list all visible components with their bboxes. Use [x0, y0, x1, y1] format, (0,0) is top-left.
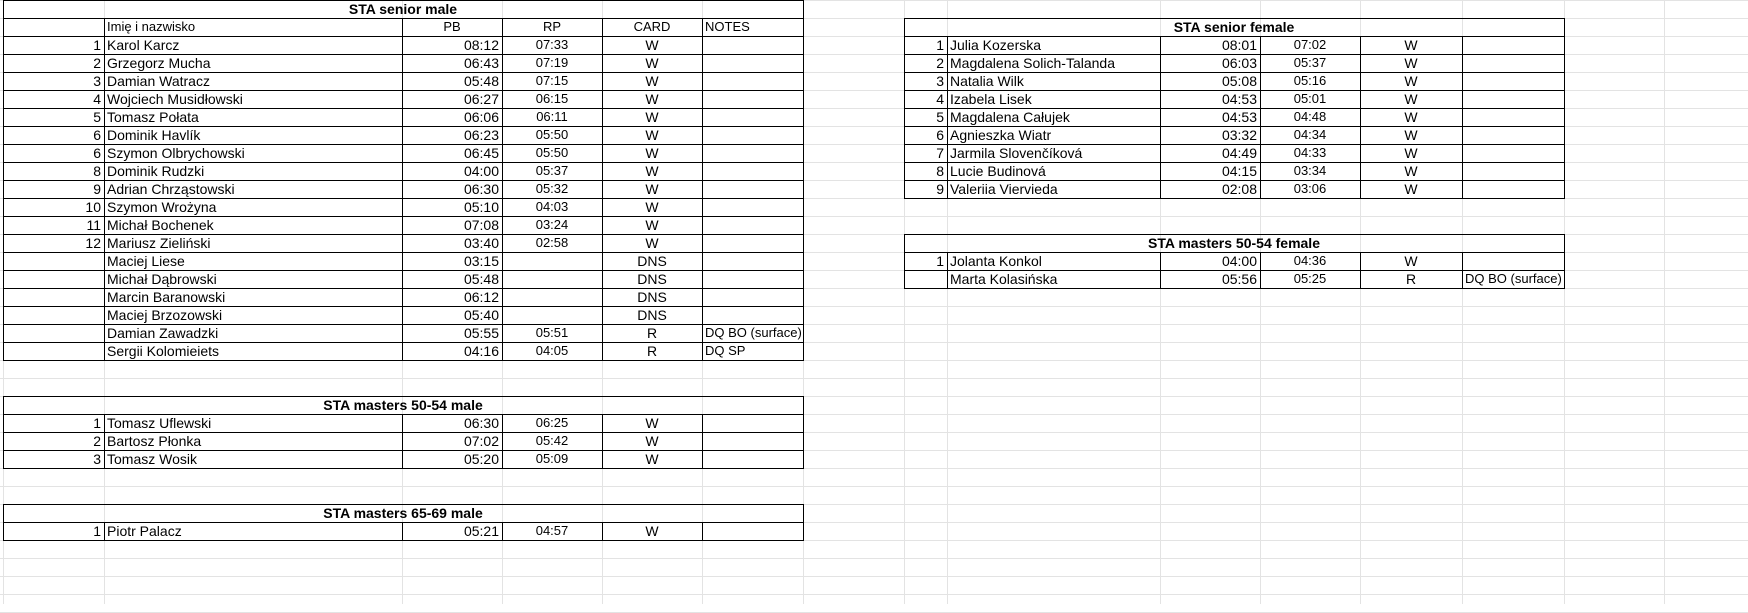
cell-border — [1462, 252, 1463, 288]
senior-male-name-cell[interactable]: Adrian Chrząstowski — [107, 181, 235, 197]
senior-male-notes-cell[interactable] — [702, 36, 803, 54]
senior-female-rp-cell[interactable]: 05:37 — [1293, 55, 1327, 70]
senior-male-pb-cell[interactable]: 06:23 — [463, 127, 499, 143]
senior-male-rp-cell[interactable]: 03:24 — [535, 217, 569, 232]
senior-male-place-cell[interactable]: 2 — [93, 55, 101, 71]
cell-border — [702, 36, 703, 360]
senior-female-notes-cell[interactable] — [1462, 180, 1564, 198]
cell-border — [502, 18, 503, 36]
senior-female-place-cell[interactable]: 5 — [936, 109, 944, 125]
senior-female-place-cell[interactable]: 4 — [936, 91, 944, 107]
senior-male-notes-cell[interactable]: DQ SP — [705, 343, 746, 358]
masters-50-54-female-card-cell[interactable]: R — [1405, 271, 1417, 287]
senior-female-name-cell[interactable]: Julia Kozerska — [950, 37, 1042, 53]
senior-male-pb-cell[interactable]: 06:43 — [463, 55, 499, 71]
senior-male-card-cell[interactable]: DNS — [637, 289, 667, 305]
senior-male-name-cell[interactable]: Marcin Baranowski — [107, 289, 226, 305]
senior-male-notes-cell[interactable] — [702, 180, 803, 198]
senior-female-notes-cell[interactable] — [1462, 72, 1564, 90]
senior-male-notes-cell[interactable] — [702, 252, 803, 270]
senior-female-notes-cell[interactable] — [1462, 162, 1564, 180]
senior-male-card-cell[interactable]: W — [645, 145, 659, 161]
senior-female-name-cell[interactable]: Jarmila Slovenčíková — [950, 145, 1083, 161]
cell-border — [904, 198, 1565, 199]
senior-male-rp-cell[interactable]: 05:32 — [535, 181, 569, 196]
senior-male-rp-cell[interactable]: 04:05 — [535, 343, 569, 358]
cell-border — [1260, 36, 1261, 198]
senior-male-card-cell[interactable]: W — [645, 109, 659, 125]
senior-female-place-cell[interactable]: 8 — [936, 163, 944, 179]
senior-male-pb-cell[interactable]: 05:55 — [463, 325, 499, 341]
gridline-horizontal — [0, 576, 1748, 577]
senior-male-place-cell[interactable] — [3, 252, 104, 270]
cell-border — [3, 540, 804, 541]
senior-male-pb-cell[interactable]: 06:45 — [463, 145, 499, 161]
masters-65-69-male-notes-cell[interactable] — [702, 522, 803, 540]
masters-50-54-female-place-cell[interactable] — [904, 270, 947, 288]
senior-male-name-cell[interactable]: Maciej Liese — [107, 253, 185, 269]
senior-male-card-cell[interactable]: DNS — [637, 253, 667, 269]
masters-50-54-female-name-cell[interactable]: Jolanta Konkol — [950, 253, 1042, 269]
senior-male-card-cell[interactable]: W — [645, 127, 659, 143]
senior-female-name-cell[interactable]: Magdalena Solich-Talanda — [950, 55, 1115, 71]
senior-male-notes-cell[interactable] — [702, 90, 803, 108]
senior-male-rp-cell[interactable]: 07:33 — [535, 37, 569, 52]
senior-female-pb-cell[interactable]: 06:03 — [1221, 55, 1257, 71]
masters-50-54-male-rp-cell[interactable]: 06:25 — [535, 415, 569, 430]
senior-male-pb-cell[interactable]: 05:40 — [463, 307, 499, 323]
masters-50-54-male-rp-cell[interactable]: 05:42 — [535, 433, 569, 448]
masters-50-54-female-rp-cell[interactable]: 04:36 — [1293, 253, 1327, 268]
header-name[interactable]: Imię i nazwisko — [107, 19, 196, 34]
senior-male-name-cell[interactable]: Mariusz Zieliński — [107, 235, 211, 251]
header-notes[interactable]: NOTES — [705, 19, 750, 34]
section-title-masters-50-54-female[interactable]: STA masters 50-54 female — [1148, 235, 1320, 251]
senior-female-pb-cell[interactable]: 03:32 — [1221, 127, 1257, 143]
cell-border — [602, 36, 603, 360]
senior-male-rp-cell[interactable]: 07:19 — [535, 55, 569, 70]
section-title-senior-female[interactable]: STA senior female — [1173, 19, 1295, 35]
gridline-horizontal — [0, 486, 1748, 487]
senior-male-rp-cell[interactable]: 05:51 — [535, 325, 569, 340]
senior-male-notes-cell[interactable] — [702, 126, 803, 144]
senior-female-notes-cell[interactable] — [1462, 54, 1564, 72]
senior-male-name-cell[interactable]: Szymon Olbrychowski — [107, 145, 245, 161]
cell-border — [702, 18, 703, 36]
masters-50-54-male-card-cell[interactable]: W — [645, 433, 659, 449]
senior-male-name-cell[interactable]: Dominik Rudzki — [107, 163, 205, 179]
cell-border — [1462, 36, 1463, 198]
cell-border — [3, 468, 804, 469]
senior-male-card-cell[interactable]: DNS — [637, 271, 667, 287]
cell-border — [1360, 36, 1361, 198]
senior-female-notes-cell[interactable] — [1462, 144, 1564, 162]
senior-male-name-cell[interactable]: Szymon Wrożyna — [107, 199, 217, 215]
senior-male-notes-cell[interactable] — [702, 288, 803, 306]
gridline-horizontal — [0, 594, 1748, 595]
senior-male-place-cell[interactable]: 8 — [93, 163, 101, 179]
senior-female-pb-cell[interactable]: 05:08 — [1221, 73, 1257, 89]
cell-border — [1160, 252, 1161, 288]
senior-male-name-cell[interactable]: Maciej Brzozowski — [107, 307, 223, 323]
cell-border — [602, 18, 603, 36]
header-rp[interactable]: RP — [542, 19, 562, 34]
masters-65-69-male-place-cell[interactable]: 1 — [93, 523, 101, 539]
senior-male-rp-cell[interactable] — [502, 288, 602, 306]
senior-female-pb-cell[interactable]: 04:49 — [1221, 145, 1257, 161]
header-pb[interactable]: PB — [443, 19, 461, 34]
senior-female-card-cell[interactable]: W — [1404, 109, 1418, 125]
masters-50-54-male-name-cell[interactable]: Bartosz Płonka — [107, 433, 202, 449]
senior-male-rp-cell[interactable]: 05:50 — [535, 145, 569, 160]
masters-65-69-male-rp-cell[interactable]: 04:57 — [535, 523, 569, 538]
header-card[interactable]: CARD — [633, 19, 671, 34]
senior-male-card-cell[interactable]: W — [645, 73, 659, 89]
senior-male-place-cell[interactable] — [3, 324, 104, 342]
senior-male-name-cell[interactable]: Michał Bochenek — [107, 217, 214, 233]
senior-female-name-cell[interactable]: Agnieszka Wiatr — [950, 127, 1052, 143]
senior-male-pb-cell[interactable]: 04:16 — [463, 343, 499, 359]
masters-50-54-male-place-cell[interactable]: 3 — [93, 451, 101, 467]
senior-male-place-cell[interactable]: 4 — [93, 91, 101, 107]
masters-50-54-male-pb-cell[interactable]: 06:30 — [463, 415, 499, 431]
senior-male-rp-cell[interactable]: 05:37 — [535, 163, 569, 178]
senior-male-card-cell[interactable]: R — [646, 343, 658, 359]
senior-male-notes-cell[interactable] — [702, 144, 803, 162]
senior-female-card-cell[interactable]: W — [1404, 37, 1418, 53]
cell-border — [104, 18, 105, 36]
senior-male-card-cell[interactable]: W — [645, 55, 659, 71]
section-title-masters-50-54-male[interactable]: STA masters 50-54 male — [323, 397, 483, 413]
senior-male-notes-cell[interactable] — [702, 216, 803, 234]
masters-50-54-male-rp-cell[interactable]: 05:09 — [535, 451, 569, 466]
senior-male-place-cell[interactable]: 3 — [93, 73, 101, 89]
senior-female-rp-cell[interactable]: 05:16 — [1293, 73, 1327, 88]
senior-male-notes-cell[interactable] — [702, 54, 803, 72]
senior-female-card-cell[interactable]: W — [1404, 73, 1418, 89]
masters-50-54-male-pb-cell[interactable]: 05:20 — [463, 451, 499, 467]
senior-male-name-cell[interactable]: Wojciech Musidłowski — [107, 91, 243, 107]
senior-male-pb-cell[interactable]: 03:15 — [463, 253, 499, 269]
masters-50-54-male-notes-cell[interactable] — [702, 414, 803, 432]
senior-female-name-cell[interactable]: Natalia Wilk — [950, 73, 1024, 89]
cell-border — [702, 522, 703, 540]
masters-50-54-female-place-cell[interactable]: 1 — [936, 253, 944, 269]
cell-border — [904, 288, 1565, 289]
senior-male-place-cell[interactable]: 12 — [85, 235, 101, 251]
masters-50-54-male-card-cell[interactable]: W — [645, 451, 659, 467]
senior-male-rp-cell[interactable] — [502, 306, 602, 324]
cell-border — [402, 18, 403, 36]
senior-male-rp-cell[interactable] — [502, 270, 602, 288]
cell-border — [947, 36, 948, 198]
senior-female-place-cell[interactable]: 1 — [936, 37, 944, 53]
senior-female-pb-cell[interactable]: 02:08 — [1221, 181, 1257, 197]
senior-female-card-cell[interactable]: W — [1404, 145, 1418, 161]
cell-border — [104, 36, 105, 360]
senior-male-card-cell[interactable]: DNS — [637, 307, 667, 323]
masters-50-54-female-pb-cell[interactable]: 04:00 — [1221, 253, 1257, 269]
cell-border — [104, 522, 105, 540]
senior-male-place-cell[interactable] — [3, 270, 104, 288]
senior-male-pb-cell[interactable]: 05:48 — [463, 271, 499, 287]
senior-female-notes-cell[interactable] — [1462, 108, 1564, 126]
senior-female-name-cell[interactable]: Magdalena Całujek — [950, 109, 1070, 125]
senior-female-notes-cell[interactable] — [1462, 90, 1564, 108]
masters-50-54-male-place-cell[interactable]: 2 — [93, 433, 101, 449]
cell-border — [402, 36, 403, 360]
senior-male-rp-cell[interactable]: 02:58 — [535, 235, 569, 250]
senior-male-card-cell[interactable]: R — [646, 325, 658, 341]
senior-female-name-cell[interactable]: Valeriia Viervieda — [950, 181, 1058, 197]
senior-male-place-cell[interactable]: 11 — [86, 217, 101, 233]
senior-male-rp-cell[interactable]: 05:50 — [535, 127, 569, 142]
senior-male-name-cell[interactable]: Michał Dąbrowski — [107, 271, 217, 287]
senior-female-rp-cell[interactable]: 03:06 — [1293, 181, 1327, 196]
cell-border — [947, 252, 948, 288]
cell-border — [402, 414, 403, 468]
senior-male-card-cell[interactable]: W — [645, 181, 659, 197]
gridline-horizontal — [0, 378, 1748, 379]
senior-female-rp-cell[interactable]: 05:01 — [1293, 91, 1327, 106]
senior-male-notes-cell[interactable] — [702, 234, 803, 252]
senior-male-pb-cell[interactable]: 06:12 — [463, 289, 499, 305]
senior-male-rp-cell[interactable]: 04:03 — [535, 199, 569, 214]
masters-50-54-male-place-cell[interactable]: 1 — [93, 415, 101, 431]
senior-male-place-cell[interactable]: 9 — [93, 181, 101, 197]
senior-male-pb-cell[interactable]: 08:12 — [463, 37, 499, 53]
cell-border — [602, 522, 603, 540]
senior-female-card-cell[interactable]: W — [1404, 127, 1418, 143]
senior-male-pb-cell[interactable]: 06:06 — [463, 109, 499, 125]
senior-female-pb-cell[interactable]: 04:53 — [1221, 91, 1257, 107]
senior-male-pb-cell[interactable]: 05:48 — [463, 73, 499, 89]
masters-50-54-female-pb-cell[interactable]: 05:56 — [1221, 271, 1257, 287]
senior-male-pb-cell[interactable]: 04:00 — [463, 163, 499, 179]
masters-50-54-female-name-cell[interactable]: Marta Kolasińska — [950, 271, 1058, 287]
senior-female-place-cell[interactable]: 9 — [936, 181, 944, 197]
masters-50-54-female-notes-cell[interactable]: DQ BO (surface) — [1465, 271, 1562, 286]
senior-female-card-cell[interactable]: W — [1404, 55, 1418, 71]
cell-border — [1360, 252, 1361, 288]
senior-male-name-cell[interactable]: Karol Karcz — [107, 37, 180, 53]
senior-male-name-cell[interactable]: Tomasz Połata — [107, 109, 199, 125]
senior-male-rp-cell[interactable] — [502, 252, 602, 270]
masters-65-69-male-card-cell[interactable]: W — [645, 523, 659, 539]
cell-border — [502, 414, 503, 468]
senior-male-pb-cell[interactable]: 03:40 — [463, 235, 499, 251]
senior-female-pb-cell[interactable]: 04:53 — [1221, 109, 1257, 125]
senior-male-notes-cell[interactable] — [702, 198, 803, 216]
masters-50-54-male-name-cell[interactable]: Tomasz Wosik — [107, 451, 197, 467]
masters-50-54-female-card-cell[interactable]: W — [1404, 253, 1418, 269]
section-title-masters-65-69-male[interactable]: STA masters 65-69 male — [323, 505, 483, 521]
senior-female-place-cell[interactable]: 7 — [936, 145, 944, 161]
senior-male-card-cell[interactable]: W — [645, 163, 659, 179]
section-title-senior-male[interactable]: STA senior male — [348, 1, 458, 17]
senior-male-card-cell[interactable]: W — [645, 37, 659, 53]
senior-female-card-cell[interactable]: W — [1404, 91, 1418, 107]
senior-male-notes-cell[interactable]: DQ BO (surface) — [705, 325, 802, 340]
senior-female-card-cell[interactable]: W — [1404, 163, 1418, 179]
masters-50-54-male-name-cell[interactable]: Tomasz Uflewski — [107, 415, 212, 431]
cell-border — [1260, 252, 1261, 288]
senior-male-rp-cell[interactable]: 06:15 — [535, 91, 569, 106]
masters-50-54-female-rp-cell[interactable]: 05:25 — [1293, 271, 1327, 286]
senior-male-place-cell[interactable] — [3, 288, 104, 306]
cell-border — [3, 360, 804, 361]
senior-male-card-cell[interactable]: W — [645, 199, 659, 215]
senior-male-name-cell[interactable]: Grzegorz Mucha — [107, 55, 211, 71]
senior-male-notes-cell[interactable] — [702, 108, 803, 126]
cell-border — [702, 414, 703, 468]
senior-female-pb-cell[interactable]: 08:01 — [1221, 37, 1257, 53]
senior-female-place-cell[interactable]: 6 — [936, 127, 944, 143]
senior-female-rp-cell[interactable]: 04:33 — [1293, 145, 1327, 160]
senior-female-place-cell[interactable]: 3 — [936, 73, 944, 89]
senior-male-place-cell[interactable]: 5 — [93, 109, 101, 125]
senior-male-name-cell[interactable]: Damian Watracz — [107, 73, 210, 89]
masters-50-54-male-notes-cell[interactable] — [702, 450, 803, 468]
cell-border — [104, 414, 105, 468]
senior-male-pb-cell[interactable]: 07:08 — [463, 217, 499, 233]
gridline-horizontal — [0, 558, 1748, 559]
senior-female-notes-cell[interactable] — [1462, 36, 1564, 54]
senior-female-pb-cell[interactable]: 04:15 — [1221, 163, 1257, 179]
masters-65-69-male-pb-cell[interactable]: 05:21 — [463, 523, 499, 539]
cell-border — [502, 522, 503, 540]
senior-female-place-cell[interactable]: 2 — [936, 55, 944, 71]
senior-male-rp-cell[interactable]: 06:11 — [536, 109, 568, 124]
cell-border — [502, 36, 503, 360]
senior-male-card-cell[interactable]: W — [645, 217, 659, 233]
masters-50-54-male-card-cell[interactable]: W — [645, 415, 659, 431]
senior-male-name-cell[interactable]: Sergii Kolomieiets — [107, 343, 220, 359]
senior-male-card-cell[interactable]: W — [645, 91, 659, 107]
senior-male-place-cell[interactable]: 10 — [85, 199, 101, 215]
senior-female-notes-cell[interactable] — [1462, 126, 1564, 144]
cell-border — [402, 522, 403, 540]
senior-male-place-cell[interactable]: 6 — [93, 127, 101, 143]
senior-male-pb-cell[interactable]: 06:27 — [463, 91, 499, 107]
senior-female-rp-cell[interactable]: 04:34 — [1293, 127, 1327, 142]
senior-female-rp-cell[interactable]: 04:48 — [1293, 109, 1327, 124]
cell-border — [602, 414, 603, 468]
senior-male-notes-cell[interactable] — [702, 72, 803, 90]
senior-male-place-cell[interactable] — [3, 342, 104, 360]
masters-50-54-male-pb-cell[interactable]: 07:02 — [463, 433, 499, 449]
senior-male-notes-cell[interactable] — [702, 162, 803, 180]
senior-female-rp-cell[interactable]: 07:02 — [1293, 37, 1327, 52]
senior-male-name-cell[interactable]: Damian Zawadzki — [107, 325, 219, 341]
senior-female-name-cell[interactable]: Lucie Budinová — [950, 163, 1046, 179]
senior-female-card-cell[interactable]: W — [1404, 181, 1418, 197]
senior-male-notes-cell[interactable] — [702, 306, 803, 324]
senior-male-place-cell[interactable]: 1 — [93, 37, 101, 53]
masters-50-54-female-notes-cell[interactable] — [1462, 252, 1564, 270]
cell-border — [3, 18, 804, 19]
senior-male-pb-cell[interactable]: 05:10 — [463, 199, 499, 215]
senior-male-place-cell[interactable]: 6 — [93, 145, 101, 161]
senior-male-name-cell[interactable]: Dominik Havlík — [107, 127, 201, 143]
senior-male-rp-cell[interactable]: 07:15 — [535, 73, 569, 88]
senior-female-name-cell[interactable]: Izabela Lisek — [950, 91, 1032, 107]
masters-50-54-male-notes-cell[interactable] — [702, 432, 803, 450]
senior-female-rp-cell[interactable]: 03:34 — [1293, 163, 1327, 178]
senior-male-notes-cell[interactable] — [702, 270, 803, 288]
senior-male-card-cell[interactable]: W — [645, 235, 659, 251]
senior-male-pb-cell[interactable]: 06:30 — [463, 181, 499, 197]
senior-male-place-cell[interactable] — [3, 306, 104, 324]
cell-border — [1160, 36, 1161, 198]
masters-65-69-male-name-cell[interactable]: Piotr Palacz — [107, 523, 182, 539]
